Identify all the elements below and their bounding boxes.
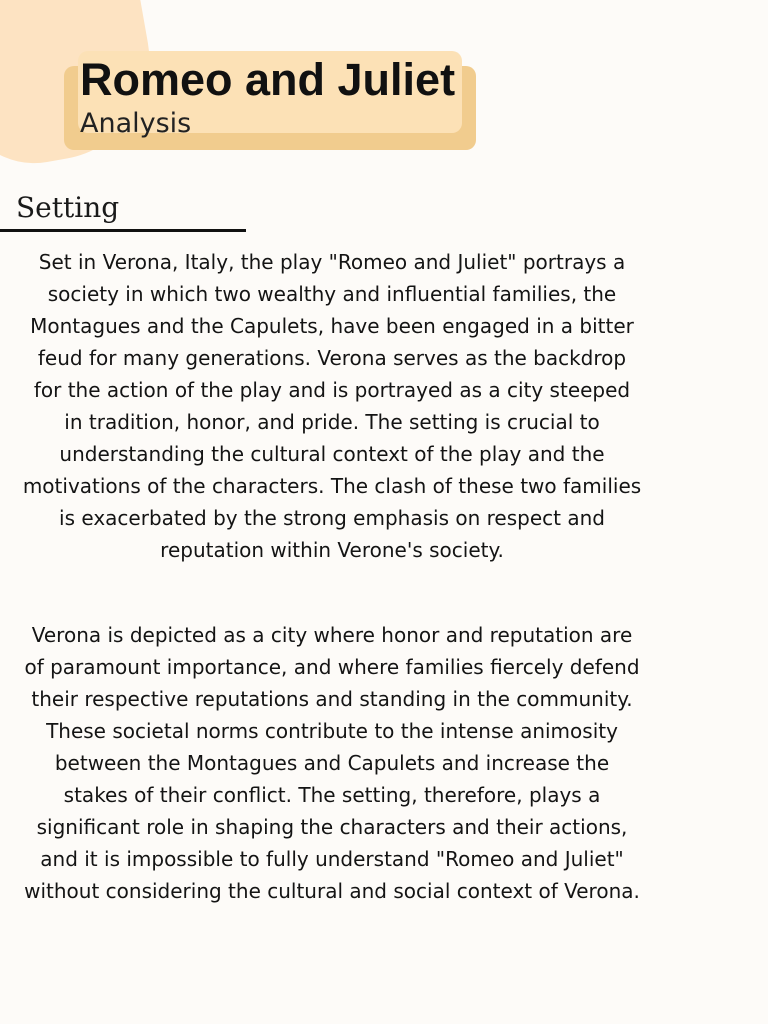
- body-paragraph-2: Verona is depicted as a city where honor and reputation are of paramount importance, and where families fiercely defend their respective reputations and standing in the community. These societal norms contribute to the intense animosity between the Montagues and Capulets and increase the stakes of their conflict. The setting, therefore, plays a significant role in shaping the characters and their actions, and it is impossible to fully understand "Romeo and Juliet" without considering the cultural and social context of Verona.: [24, 623, 640, 903]
- page-title: Romeo and Juliet: [80, 54, 456, 105]
- body-paragraph-1: Set in Verona, Italy, the play "Romeo and Juliet" portrays a society in which two wealthy and influential families, the Montagues and the Capulets, have been engaged in a bitter feud for many generations. Verona serves as the backdrop for the action of the play and is portrayed as a city steeped in tradition, honor, and pride. The setting is crucial to understanding the cultural context of the play and the motivations of the characters. The clash of these two families is exacerbated by the strong emphasis on respect and reputation within Verone's society.: [22, 250, 642, 562]
- section-divider: [0, 229, 246, 232]
- section-heading: Setting: [16, 191, 120, 224]
- page-subtitle: Analysis: [80, 108, 192, 139]
